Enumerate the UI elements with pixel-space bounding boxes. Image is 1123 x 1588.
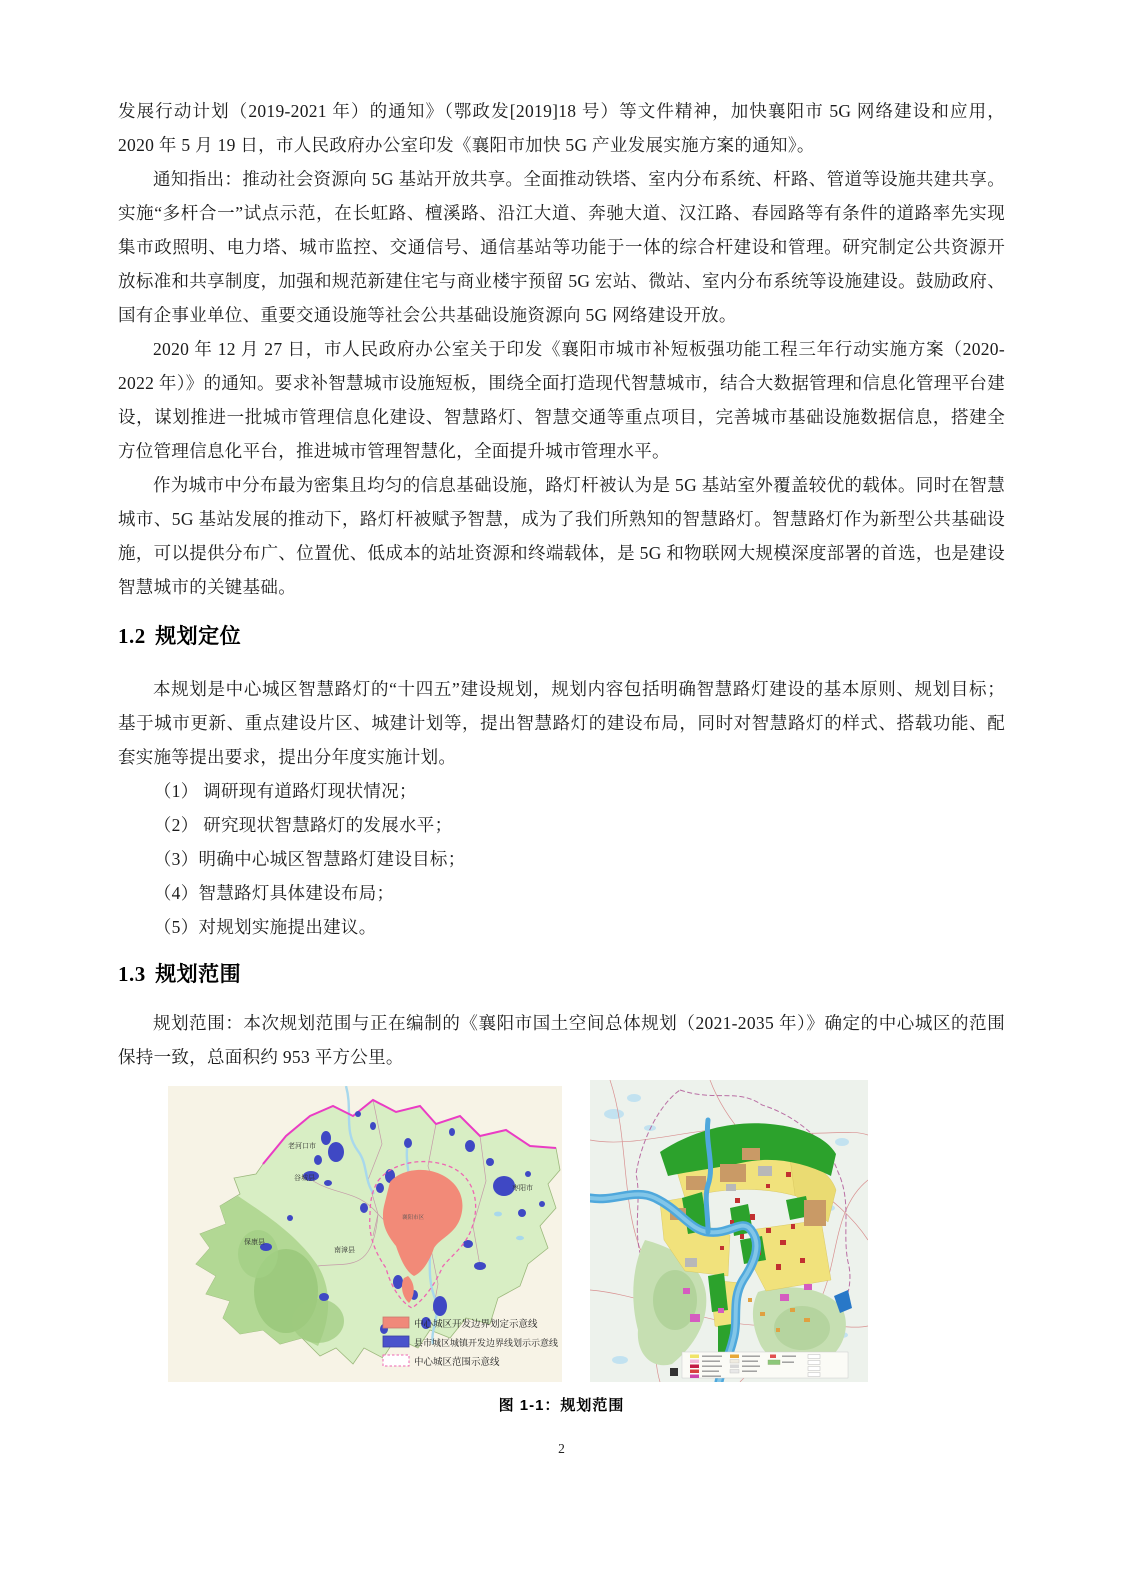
section-heading-1-3 [118,958,1005,988]
label-baokang: 保康县 [244,1239,265,1246]
hill-shade [774,1306,830,1350]
legend-swatch [690,1360,699,1364]
mountain-shade [292,1299,344,1343]
legend-swatch [770,1355,776,1359]
list-item-3: （3）明确中心城区智慧路灯建设目标； [153,849,466,869]
list-item-4: （4）智慧路灯具体建设布局； [153,883,395,903]
legend-swatch [690,1375,699,1379]
legend-swatch [690,1370,699,1374]
figure-caption: 图 1-1：规划范围 [498,1397,625,1414]
list-item-1: （1） 调研现有道路灯现状情况； [153,781,417,801]
legend-swatch [690,1355,699,1359]
paragraph-2020-plan: 2020 年 12 月 27 日，市人民政府办公室关于印发《襄阳市城市补短板强功能工程三年行动实施方案（2020-2022 年）》的通知。要求补智慧城市设施短板，围绕全面打造现代智慧城市，结合大数据管理和信息化管理平台建设，谋划推进一批城市管理信息化建设、智慧路灯、智慧交通等重点项目，完善城市基础设施数据信息，搭建全方位管理信息化平台，推进城市管理智慧化，全面提升城市管理水平。 [118,339,1005,461]
legend-label: 中心城区范围示意线 [414,1357,500,1368]
lake [516,1236,524,1240]
label-laohekou: 老河口市 [288,1143,316,1150]
legend-swatch [730,1370,739,1374]
legend-swatch [730,1355,739,1359]
list-item-2: （2） 研究现状智慧路灯的发展水平； [153,815,453,835]
label-nanzhang: 南漳县 [334,1247,355,1254]
label-xiangyang-center: 襄阳市区 [402,1215,425,1221]
legend-swatch [730,1360,739,1364]
legend-swatch [730,1365,739,1369]
landuse-map-image [590,1080,868,1382]
paragraph-notice: 通知指出：推动社会资源向 5G 基站开放共享。全面推动铁塔、室内分布系统、杆路、管道等设施共建共享。实施“多杆合一”试点示范，在长虹路、檀溪路、沿江大道、奔驰大道、汉江路、春园路等有条件的道路率先实现集市政照明、电力塔、城市监控、交通信号、通信基站等功能于一体的综合杆建设和管理。研究制定公共资源开放标准和共享制度，加强和规范新建住宅与商业楼宇预留 5G 宏站、微站、室内分布系统等设施建设。鼓励政府、国有企事业单位、重要交通设施等社会公共基础设施资源向 5G 网络建设开放。 [118,169,1005,325]
task-list [118,774,1005,944]
section-number: 1.3 [118,962,146,986]
paragraph-continuation: 发展行动计划（2019-2021 年）的通知》（鄂政发[2019]18 号）等文件精神，加快襄阳市 5G 网络建设和应用，2020 年 5 月 19 日，市人民政府办公室印发《襄阳市加快 5G 产业发展实施方案的通知》。 [118,101,1005,155]
maps-row [118,1080,1005,1382]
legend-mark [670,1368,678,1376]
label-gucheng: 谷城县 [294,1175,315,1182]
section-title: 规划范围 [155,963,242,986]
section-title: 规划定位 [155,625,242,648]
legend-swatch [690,1365,699,1369]
page-content [118,94,1005,1457]
legend-swatch-county [383,1336,409,1347]
list-item-5: （5）对规划实施提出建议。 [153,917,377,937]
label-zaoyang: 枣阳市 [512,1185,533,1192]
legend-swatch-central [383,1317,409,1328]
region-map-image [168,1086,562,1382]
legend-label: 县市城区城镇开发边界线划示示意线 [414,1338,559,1348]
section-number: 1.2 [118,624,146,648]
paragraph-positioning: 本规划是中心城区智慧路灯的“十四五”建设规划，规划内容包括明确智慧路灯建设的基本原则、规划目标；基于城市更新、重点建设片区、城建计划等，提出智慧路灯的建设布局，同时对智慧路灯的样式、搭载功能、配套实施等提出要求，提出分年度实施计划。 [118,679,1005,767]
legend-swatch-scope [383,1355,409,1366]
paragraph-streetlight: 作为城市中分布最为密集且均匀的信息基础设施，路灯杆被认为是 5G 基站室外覆盖较优的载体。同时在智慧城市、5G 基站发展的推动下，路灯杆被赋予智慧，成为了我们所熟知的智慧路灯。智慧路灯作为新型公共基础设施，可以提供分布广、位置优、低成本的站址资源和终端载体，是 5G 和物联网大规模深度部署的首选，也是建设智慧城市的关键基础。 [118,475,1005,597]
figure-1-1 [118,1080,1005,1415]
section-heading-1-2 [118,620,1005,650]
mountain-shade [238,1230,278,1278]
landuse-legend [670,1352,848,1378]
paragraph-scope: 规划范围：本次规划范围与正在编制的《襄阳市国土空间总体规划（2021-2035 年）》确定的中心城区的范围保持一致，总面积约 953 平方公里。 [118,1013,1005,1067]
page-number: 2 [558,1441,565,1456]
lake [494,1212,502,1217]
legend-swatch [768,1360,780,1365]
legend-label: 中心城区开发边界划定示意线 [414,1319,538,1330]
